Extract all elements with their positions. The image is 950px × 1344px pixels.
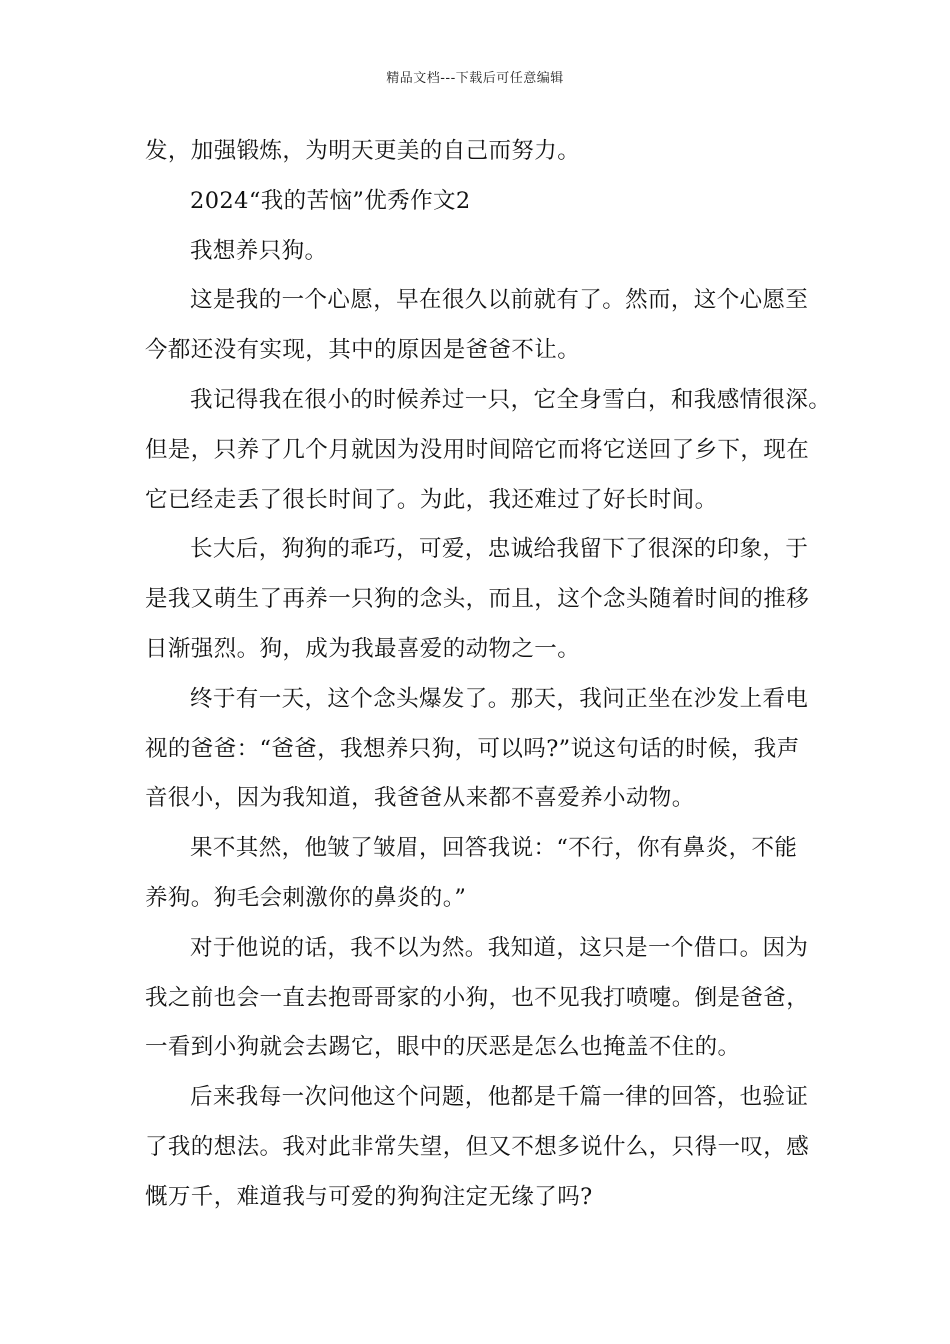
document-body <box>145 127 832 1223</box>
text-line: 这是我的一个心愿，早在很久以前就有了。然而，这个心愿至 <box>190 287 809 314</box>
text-line: 养狗。狗毛会刺激你的鼻炎的。” <box>145 884 467 911</box>
text-line: 我之前也会一直去抱哥哥家的小狗，也不见我打喷嚏。倒是爸爸， <box>145 984 810 1011</box>
text-line: 一看到小狗就会去踢它，眼中的厌恶是怎么也掩盖不住的。 <box>145 1034 741 1061</box>
text-line: 对于他说的话，我不以为然。我知道，这只是一个借口。因为 <box>190 934 809 961</box>
text-line: 了我的想法。我对此非常失望，但又不想多说什么，只得一叹，感 <box>145 1133 810 1160</box>
text-line: 长大后，狗狗的乖巧，可爱，忠诚给我留下了很深的印象，于 <box>190 536 809 563</box>
text-line: 但是，只养了几个月就因为没用时间陪它而将它送回了乡下，现在 <box>145 436 810 463</box>
text-line: 后来我每一次问他这个问题，他都是千篇一律的回答，也验证 <box>190 1084 809 1111</box>
page-header: 精品文档---下载后可任意编辑 <box>386 71 564 86</box>
essay-title: 2024“我的苦恼”优秀作文2 <box>190 187 471 214</box>
text-line: 日渐强烈。狗，成为我最喜爱的动物之一。 <box>145 635 581 662</box>
text-line: 慨万千，难道我与可爱的狗狗注定无缘了吗? <box>145 1183 593 1210</box>
text-line: 它已经走丢了很长时间了。为此，我还难过了好长时间。 <box>145 486 718 513</box>
text-line: 是我又萌生了再养一只狗的念头，而且，这个念头随着时间的推移 <box>145 586 810 613</box>
text-line: 视的爸爸：“爸爸，我想养只狗，可以吗?”说这句话的时候，我声 <box>145 735 800 762</box>
text-line: 发，加强锻炼，为明天更美的自己而努力。 <box>145 138 581 164</box>
text-line: 音很小，因为我知道，我爸爸从来都不喜爱养小动物。 <box>145 785 695 812</box>
text-line: 今都还没有实现，其中的原因是爸爸不让。 <box>145 337 581 364</box>
text-line: 终于有一天，这个念头爆发了。那天，我问正坐在沙发上看电 <box>190 685 809 712</box>
text-line: 果不其然，他皱了皱眉，回答我说：“不行，你有鼻炎，不能 <box>190 835 798 862</box>
text-line: 我记得我在很小的时候养过一只，它全身雪白，和我感情很深。 <box>190 386 832 413</box>
text-line: 我想养只狗。 <box>190 237 328 264</box>
